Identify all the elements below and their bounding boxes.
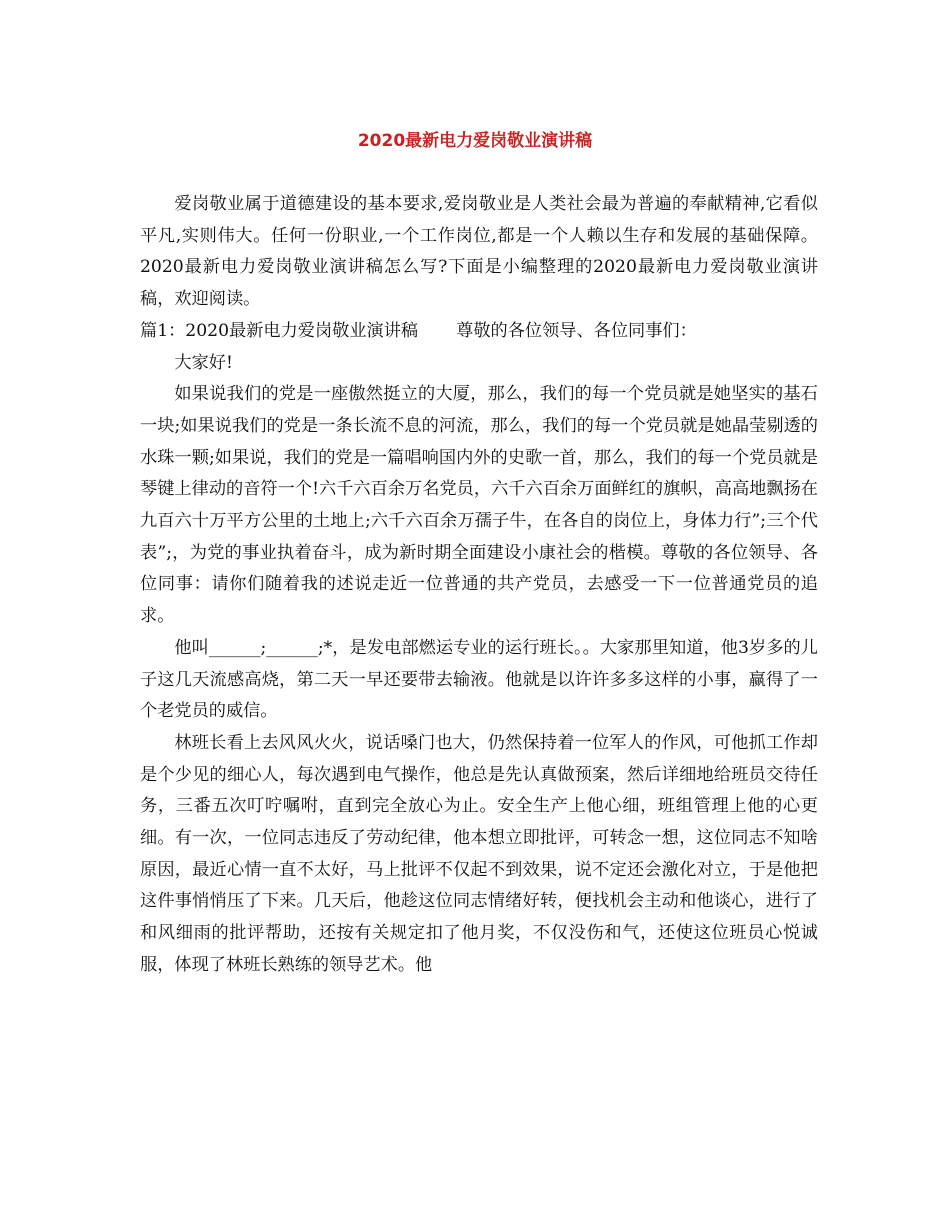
document-title: 2020最新电力爱岗敬业演讲稿 [357, 131, 593, 151]
party-paragraph: 如果说我们的党是一座傲然挺立的大厦，那么，我们的每一个党员就是她坚实的基石一块;如果说我们的党是一条长流不息的河流，那么，我们的每一个党员就是她晶莹剔透的水珠一颗;如果说，我们的党是一篇唱响国内外的史歌一首，那么，我们的每一个党员就是琴键上律动的音符一个!六千六百余万名党员，六千六百余万面鲜红的旗帜，高高地飘扬在九百六十万平方公里的土地上;六千六百余万孺子牛，在各自的岗位上，身体力行”;三个代表”;，为党的事业执着奋斗，成为新时期全面建设小康社会的楷模。尊敬的各位领导、各位同事：请你们随着我的述说走近一位普通的共产党员，去感受一下一位普通党员的追求。 [140, 384, 818, 627]
intro-paragraph: 爱岗敬业属于道德建设的基本要求,爱岗敬业是人类社会最为普遍的奉献精神,它看似平凡,实则伟大。任何一份职业,一个工作岗位,都是一个人赖以生存和发展的基础保障。2020最新电力爱岗敬业演讲稿怎么写?下面是小编整理的2020最新电力爱岗敬业演讲稿，欢迎阅读。 [140, 194, 818, 310]
section-heading-line [140, 316, 818, 348]
leader-detail-paragraph: 林班长看上去风风火火，说话嗓门也大，仍然保持着一位军人的作风，可他抓工作却是个少见的细心人，每次遇到电气操作，他总是先认真做预案，然后详细地给班员交待任务，三番五次叮咛嘱咐，直到完全放心为止。安全生产上他心细，班组管理上他的心更细。有一次，一位同志违反了劳动纪律，他本想立即批评，可转念一想，这位同志不知啥原因，最近心情一直不太好，马上批评不仅起不到效果，说不定还会激化对立，于是他把这件事悄悄压了下来。几天后，他趁这位同志情绪好转，便找机会主动和他谈心，进行了和风细雨的批评帮助，还按有关规定扣了他月奖，不仅没伤和气，还使这位班员心悦诚服，体现了林班长熟练的领导艺术。他 [140, 732, 818, 975]
section-heading: 篇1：2020最新电力爱岗敬业演讲稿 [140, 320, 419, 341]
leader-intro-paragraph: 他叫______;______;*，是发电部燃运专业的运行班长。。大家那里知道，他3岁多的儿子这几天流感高烧，第二天一早还要带去输液。他就是以许许多多这样的小事，赢得了一个老党员的威信。 [140, 637, 818, 722]
document-body [140, 189, 818, 982]
salutation: 尊敬的各位领导、各位同事们： [456, 320, 697, 341]
greeting-paragraph: 大家好! [174, 352, 233, 373]
